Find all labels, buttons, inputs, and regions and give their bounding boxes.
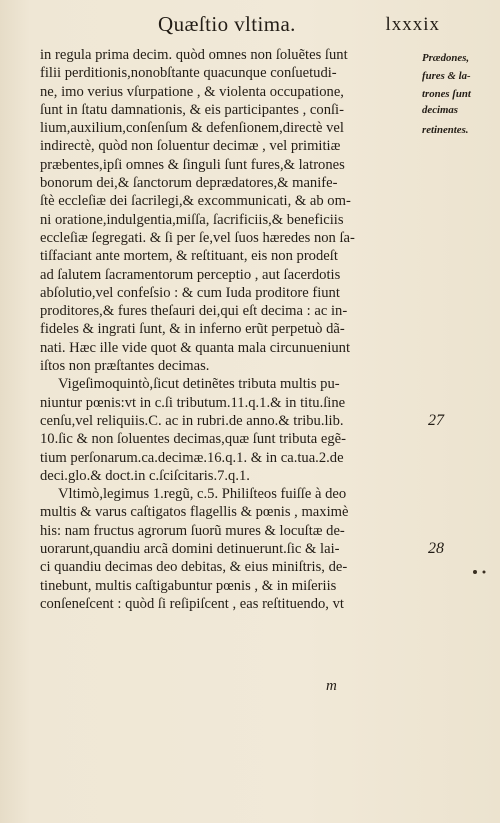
text-line: abſolutio,vel confeſsio : & cum Iuda proditore fiunt [40,284,340,301]
margin-note-line: trones ſunt [422,88,471,100]
text-line: nati. Hæc ille vide quot & quanta mala circunueniunt [40,339,351,356]
catchword: m [326,678,337,694]
text-line: præbentes,ipſi omnes & ſinguli ſunt fures,& latrones [40,156,345,173]
margin-note [422,52,498,142]
section-number: 27 [428,412,444,429]
text-line: cenſu,vel reliquiis.C. ac in rubri.de anno.& tribu.lib. [40,412,344,429]
text-line: iſtos non præſtantes decimas. [40,358,210,375]
body-text [40,46,418,613]
text-line: lium,auxilium,conſenſum & defenſionem,directè vel [40,120,344,137]
text-line: niuntur pœnis:vt in c.ſi tributum.11.q.1.& in titu.ſine [40,394,346,411]
text-line: tiſfaciant ante mortem, & reſtituant, eis non prodeſt [40,248,338,265]
margin-note-line: retinentes. [422,124,469,136]
text-line: bonorum dei,& ſanctorum deprædatores,& manife- [40,175,338,192]
margin-note-line: fures & la- [422,70,471,82]
text-line: uorarunt,quandiu arcã domini detinuerunt.ſic & lai- [40,541,340,558]
margin-note-line: Prædones, [422,52,470,64]
margin-note-line: decimas [422,104,458,116]
text-line: ad ſalutem ſacramentorum perceptio , aut ſacerdotis [40,266,341,283]
folio-number: lxxxix [385,14,440,35]
text-line: deci.glo.& doct.in c.ſciſcitaris.7.q.1. [40,467,250,484]
text-line: multis & varus caſtigatos flagellis & pœnis , maximè [40,504,349,521]
text-line: in regula prima decim. quòd omnes non ſoluẽtes ſunt [40,47,348,63]
ink-mark-ornament [470,568,490,576]
section-number: 28 [428,540,444,557]
text-line: proditores,& fures theſauri dei,qui eſt decima : ac in- [40,303,348,320]
text-line: tium perſonarum.ca.decimæ.16.q.1. & in ca.tua.2.de [40,449,344,466]
text-line: his: nam fructus agrorum ſuorũ mures & locuſtæ de- [40,522,345,539]
text-line: eccleſiæ ſegregati. & ſi per ſe,vel ſuos hæredes non ſa- [40,229,355,246]
text-line: fideles & ingrati ſunt, & in inferno erũt perpetuò dã- [40,321,345,338]
running-head: Quæſtio vltima. [158,12,296,36]
text-line: Vltimò,legimus 1.regũ, c.5. Philiſteos fuiſſe à deo [58,486,347,503]
text-line: 10.ſic & non ſoluentes decimas,quæ ſunt tributa egẽ- [40,431,346,448]
text-line: Vigeſimoquintò,ſicut detinẽtes tributa multis pu- [58,376,340,393]
text-line: ci quandiu decimas deo debitas, & eius miniſtris, de- [40,559,348,576]
text-line: ni oratione,indulgentia,miſſa, ſacrificiis,& beneficiis [40,211,344,228]
text-line: indirectè, quòd non ſoluentur decimæ , vel primitiæ [40,138,341,155]
text-line: ſtè eccleſiæ dei ſacrilegi,& excommunicati, & ab om- [40,193,351,210]
text-line: conſeneſcent : quòd ſi reſipiſcent , eas reſtituendo, vt [40,595,344,612]
text-line: ſunt in ſtatu damnationis, & eis participantes , conſi- [40,101,344,118]
text-line: tinebunt, multis caſtigabuntur pœnis , & in miſeriis [40,577,337,594]
page-header [150,12,440,38]
text-line: ne, imo verius vſurpatione , & violenta occupatione, [40,83,344,100]
text-line: filii perditionis,nonobſtante quacunque conſuetudi- [40,65,337,82]
